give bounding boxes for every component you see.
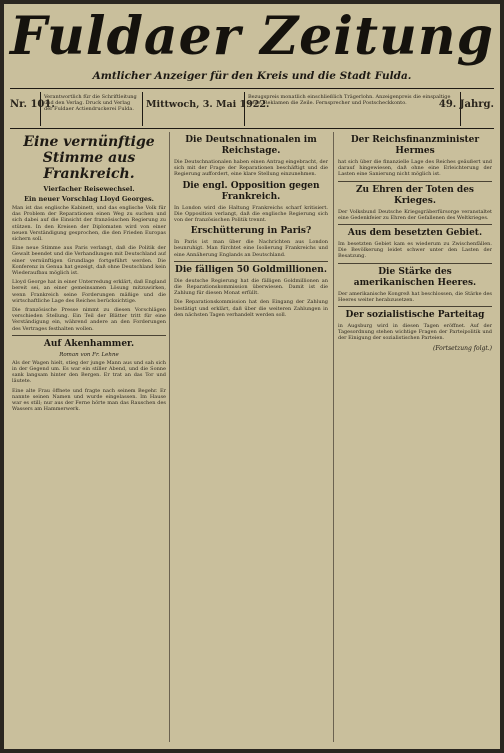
divider bbox=[174, 261, 328, 262]
divider bbox=[244, 92, 245, 126]
column-divider bbox=[333, 132, 334, 742]
lead-subheadline: Vierfacher Reisewechsel. bbox=[43, 185, 135, 193]
article-paragraph: In London wird die Haltung Frankreichs scharf kritisiert. Die Opposition verlangt, daß die englische Regierung sich von der französischen Politik trennt. bbox=[174, 204, 328, 224]
article-paragraph: Eine alte Frau öffnete und fragte nach seinem Begehr. Er nannte seinen Namen und wurde eingelassen. Im Hause war es still; nur aus der Ferne hörte man das Rauschen des Wassers am Hammerwerk. bbox=[12, 387, 166, 413]
article-paragraph: Lloyd George hat in einer Unterredung erklärt, daß England bereit sei, an einer gemeinsamen Lösung mitzuwirken, wenn Frankreich seine Forderungen mäßige und die wirtschaftliche Lage des Reiches berücksichtige. bbox=[12, 279, 166, 304]
masthead-subtitle: Amtlicher Anzeiger für den Kreis und die Stadt Fulda. bbox=[92, 70, 412, 82]
divider bbox=[338, 263, 492, 264]
newspaper-page bbox=[4, 4, 500, 749]
article-paragraph: In Paris ist man über die Nachrichten aus London beunruhigt. Man fürchtet eine Isolierung Frankreichs und eine Annäherung Englands an Deutschland. bbox=[174, 239, 328, 258]
divider bbox=[338, 306, 492, 307]
column-2 bbox=[174, 132, 328, 742]
divider bbox=[142, 92, 143, 126]
article-headline: Die Deutschnationalen im Reichstage. bbox=[185, 135, 317, 156]
article-headline: Der Reichsfinanzminister Hermes bbox=[350, 135, 480, 156]
article-paragraph: in Augsburg wird in diesen Tagen eröffnet. Auf der Tagesordnung stehen wichtige Fragen der Parteipolitik und der Einigung der sozialistischen Parteien. bbox=[338, 323, 492, 342]
lead-headline: Eine vernünftige Stimme aus Frankreich. bbox=[23, 134, 155, 182]
divider bbox=[338, 224, 492, 225]
article-paragraph: Eine neue Stimme aus Paris verlangt, daß die Politik der Gewalt beendet und die Verhandlungen mit Deutschland auf einer vernünftigen Grundlage fortgeführt werden. Die Konferenz in Genua hat gezeigt, daß ohne Deutschland kein Wiederaufbau möglich ist. bbox=[12, 245, 166, 277]
article-headline: Erschütterung in Paris? bbox=[190, 226, 312, 237]
info-right-text: Bezugspreis monatlich einschließlich Trägerlohn. Anzeigenpreis die einspaltige Zeile. Reklamen die Zeile. Fernsprecher und Postscheckkonto. bbox=[248, 94, 451, 106]
feuilleton-headline: Auf Akenhammer. bbox=[43, 338, 135, 349]
article-headline: Die fälligen 50 Goldmillionen. bbox=[175, 264, 327, 275]
article-headline: Aus dem besetzten Gebiet. bbox=[347, 228, 483, 239]
info-bar bbox=[10, 92, 494, 126]
divider bbox=[12, 335, 166, 336]
rule-bottom bbox=[10, 128, 494, 129]
column-3 bbox=[338, 132, 492, 742]
article-paragraph: hat sich über die finanzielle Lage des Reiches geäußert und darauf hingewiesen, daß ohne eine Erleichterung der Lasten eine Sanierung nicht möglich ist. bbox=[338, 159, 492, 178]
article-paragraph: Die Deutschnationalen haben einen Antrag eingebracht, der sich mit der Frage der Reparationen beschäftigt und die Regierung auffordert, eine klare Stellung einzunehmen. bbox=[174, 159, 328, 178]
rule-top bbox=[10, 88, 494, 89]
continuation-note: (Fortsetzung folgt.) bbox=[433, 344, 492, 352]
article-paragraph: Als der Wagen hielt, stieg der junge Mann aus und sah sich in der Gegend um. Es war ein stiller Abend, und die Sonne sank langsam hinter den Bergen. Er trat an das Tor und läutete. bbox=[12, 359, 166, 385]
article-paragraph: Die Reparationskommission hat den Eingang der Zahlung bestätigt und erklärt, daß über die weiteren Zahlungen in den nächsten Tagen verhandelt werden soll. bbox=[174, 299, 328, 318]
divider bbox=[338, 181, 492, 182]
volume-year: 49. Jahrg. bbox=[438, 99, 494, 110]
lead-subheadline-2: Ein neuer Vorschlag Lloyd Georges. bbox=[24, 195, 154, 203]
article-paragraph: Im besetzten Gebiet kam es wiederum zu Zwischenfällen. Die Bevölkerung leidet schwer unter den Lasten der Besatzung. bbox=[338, 241, 492, 260]
info-left-text: Verantwortlich für die Schriftleitung und den Verlag. Druck und Verlag der Fuldaer Actiendruckerei Fulda. bbox=[44, 94, 137, 112]
article-paragraph: Die deutsche Regierung hat die fälligen Goldmillionen an die Reparationskommission überwiesen. Damit ist die Zahlung für diesen Monat erfüllt. bbox=[174, 277, 328, 297]
column-1 bbox=[12, 132, 166, 742]
article-headline: Die engl. Opposition gegen Frankreich. bbox=[182, 180, 320, 202]
article-paragraph: Man ist das englische Kabinett, und das englische Volk für das Problem der Reparationen einen Weg zu suchen und sich dabei auf die Einsicht der französischen Regierung zu stützen. In den Kreisen der Diplomaten wird von einer neuen Verständigung gesprochen, die den Frieden Europas sichern soll. bbox=[12, 205, 166, 243]
feuilleton-byline: Roman von Fr. Lehne bbox=[59, 351, 119, 358]
masthead-title: Fuldaer Zeitung bbox=[10, 6, 494, 67]
article-headline: Die Stärke des amerikanischen Heeres. bbox=[353, 266, 477, 288]
article-paragraph: Die französische Presse nimmt zu diesen Vorschlägen verschieden Stellung. Ein Teil der Blätter tritt für eine Verständigung ein, während andere an den Forderungen des Vertrages festhalten wollen. bbox=[12, 307, 166, 332]
article-paragraph: Der Volksbund Deutsche Kriegsgräberfürsorge veranstaltet eine Gedenkfeier zu Ehren der Gefallenen des Weltkrieges. bbox=[338, 208, 492, 221]
article-paragraph: Der amerikanische Kongreß hat beschlossen, die Stärke des Heeres weiter herabzusetzen. bbox=[338, 290, 492, 303]
divider bbox=[40, 92, 41, 126]
issue-number: Nr. 101. bbox=[10, 99, 55, 110]
article-headline: Zu Ehren der Toten des Krieges. bbox=[355, 184, 474, 206]
article-headline: Der sozialistische Parteitag bbox=[345, 310, 485, 321]
issue-date: Mittwoch, 3. Mai 1922. bbox=[146, 99, 270, 110]
column-divider bbox=[169, 132, 170, 742]
